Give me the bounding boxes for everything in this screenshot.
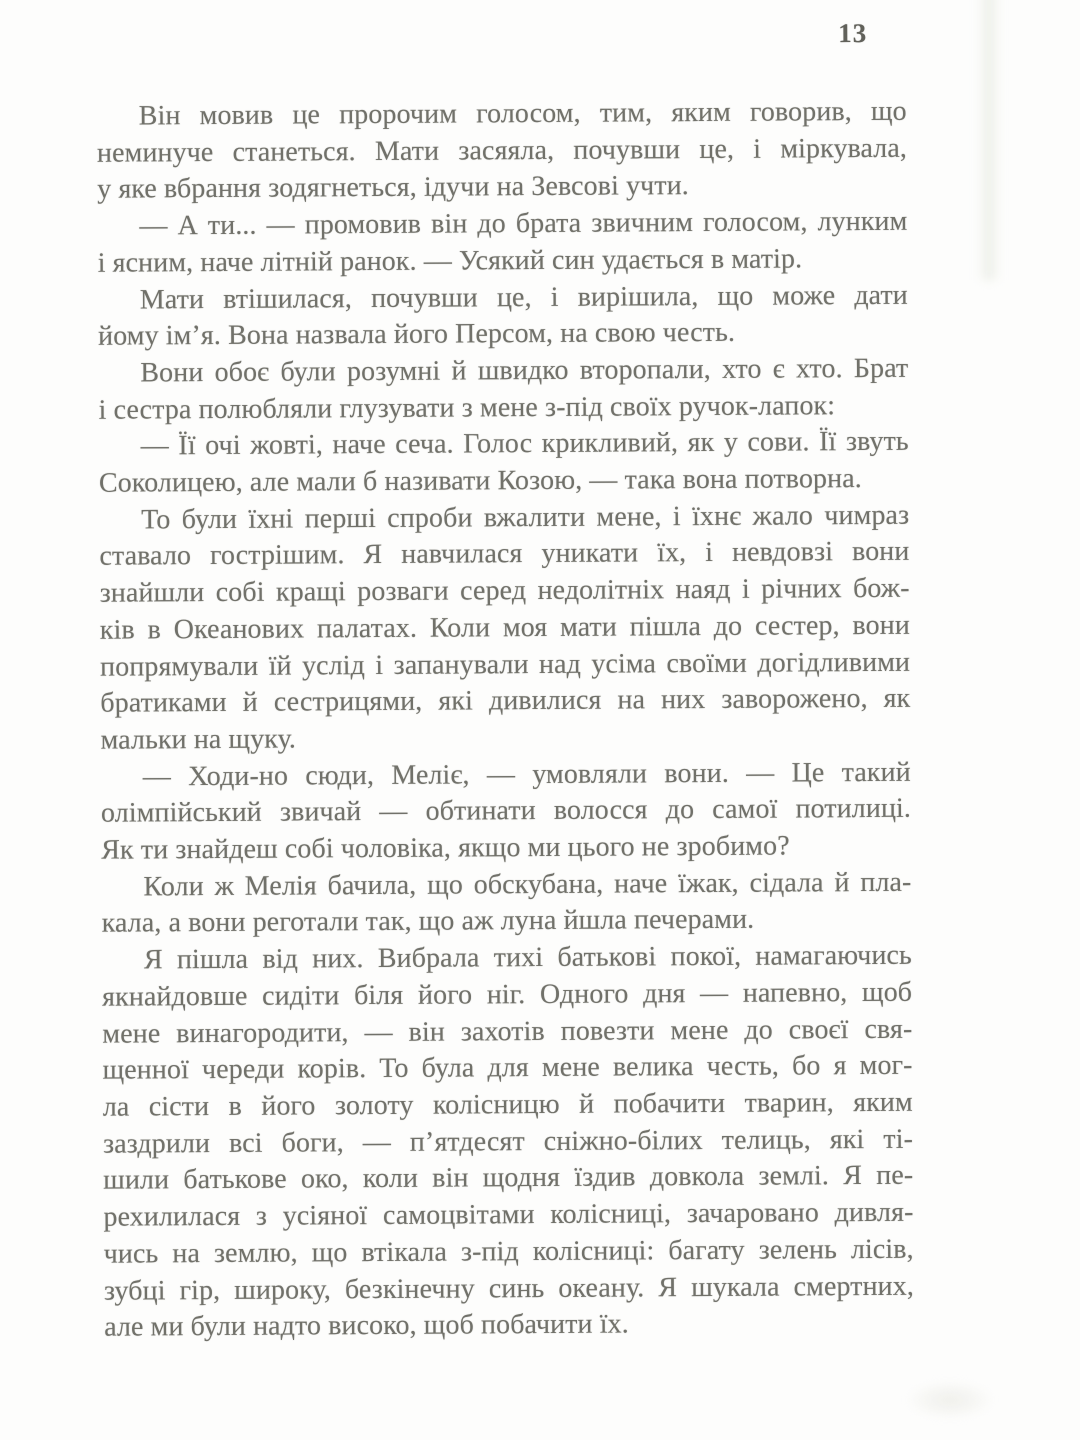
text-line: Мати втішилася, почувши це, і вирішила, що може дати bbox=[139, 279, 908, 315]
text-line: шили батькове око, коли він щодня їздив довкола землі. Я пе- bbox=[103, 1160, 914, 1197]
text-line: але ми були надто високо, щоб побачити їх. bbox=[104, 1308, 629, 1343]
page-body bbox=[97, 94, 915, 1347]
text-line: ків в Океанових палатах. Коли моя мати пішла до сестер, вони bbox=[99, 609, 910, 646]
text-line: у яке вбрання зодягнеться, ідучи на Зевсові учти. bbox=[97, 170, 689, 206]
text-line: ла сісти в його золоту колісницю й побачити тварин, яким bbox=[102, 1086, 913, 1123]
text-line: неминуче станеться. Мати засяяла, почувши це, і міркувала, bbox=[96, 132, 908, 169]
text-line: рехилилася з усіяної самоцвітами колісниці, зачаровано дивля- bbox=[103, 1196, 914, 1233]
text-line: і сестра полюбляли глузувати з мене з-під своїх ручок-лапок: bbox=[98, 389, 836, 426]
text-line: щенної череди корів. То була для мене велика честь, бо я мог- bbox=[102, 1050, 913, 1086]
text-line: Він мовив це пророчим голосом, тим, яким говорив, що bbox=[138, 95, 907, 132]
text-line: і ясним, наче літній ранок. — Усякий син удається в матір. bbox=[97, 243, 803, 279]
text-line: Як ти знайдеш собі чоловіка, якщо ми цього не зробимо? bbox=[101, 830, 790, 866]
text-line: ставало гострішим. Я навчилася уникати їх, і невдовзі вони bbox=[99, 536, 910, 573]
text-line: йому ім’я. Вона назвала його Персом, на свою честь. bbox=[97, 317, 736, 352]
text-line: братиками й сестрицями, які дивилися на них заворожено, як bbox=[100, 682, 911, 719]
text-line: знайшли собі кращі розваги серед недолітніх наяд і річних бож- bbox=[99, 572, 910, 609]
text-line: кала, а вони реготали так, що аж луна йшла печерами. bbox=[101, 904, 755, 940]
text-line: — Ходи-но сюди, Меліє, — умовляли вони. — Це такий bbox=[142, 756, 911, 793]
text-line: — А ти... — промовив він до брата звичним голосом, лунким bbox=[139, 205, 908, 242]
text-line: олімпійський звичай — обтинати волосся до самої потилиці. bbox=[100, 793, 912, 830]
text-line: То були їхні перші спроби вжалити мене, і їхнє жало чимраз bbox=[141, 499, 910, 536]
text-line: Коли ж Мелія бачила, що обскубана, наче їжак, сідала й пла- bbox=[143, 866, 912, 903]
text-line: Я пішла від них. Вибрала тихі батькові покої, намагаючись bbox=[143, 939, 912, 976]
text-line: мене винагородити, — він захотів повезти мене до своєї свя- bbox=[102, 1013, 913, 1050]
text-line: зубці гір, широку, безкінечну синь океану. Я шукала смертних, bbox=[103, 1270, 914, 1307]
text-line: заздрили всі боги, — п’ятдесят сніжно-білих телиць, які ті- bbox=[102, 1123, 914, 1160]
text-line: Вони обоє були розумні й швидко второпали, хто є хто. Брат bbox=[140, 352, 909, 389]
text-line: чись на землю, що втікала з-під колісниці: багату зелень лісів, bbox=[103, 1233, 914, 1270]
text-line: мальки на щуку. bbox=[100, 723, 297, 756]
page-number: 13 bbox=[838, 17, 868, 49]
text-line: — Її очі жовті, наче сеча. Голос крикливий, як у сови. Її звуть bbox=[140, 426, 909, 462]
text-line: попрямували їй услід і запанували над усіма своїми догідливими bbox=[100, 646, 911, 683]
text-line: якнайдовше сидіти біля його ніг. Одного дня — напевно, щоб bbox=[102, 976, 913, 1013]
text-line: Соколицею, але мали б називати Козою, — така вона потворна. bbox=[98, 463, 862, 499]
